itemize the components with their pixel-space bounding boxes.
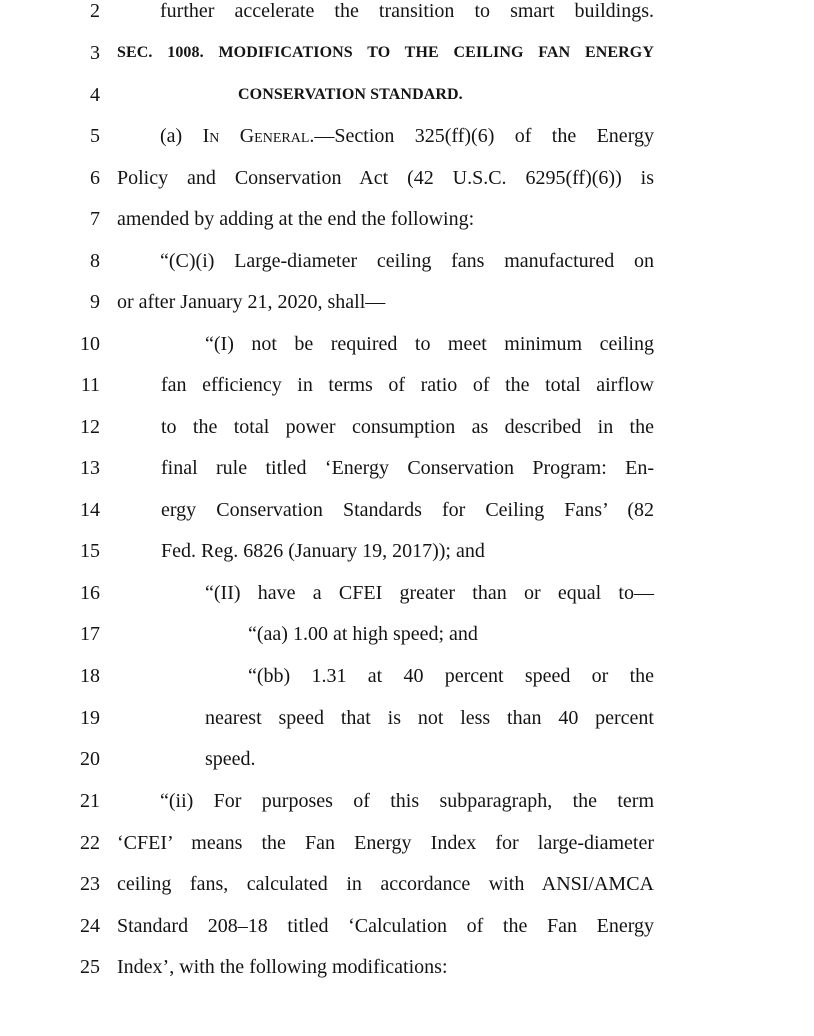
line-text: nearest speed that is not less than 40 percent xyxy=(205,707,654,729)
subsection-label: (a) xyxy=(160,125,203,147)
text-line xyxy=(0,163,814,193)
line-text: ‘CFEI’ means the Fan Energy Index for large-diameter xyxy=(117,832,654,854)
line-text: “(aa) 1.00 at high speed; and xyxy=(248,623,478,645)
text-line xyxy=(0,952,814,982)
text-line xyxy=(0,619,814,649)
text-line xyxy=(0,0,814,26)
line-text-rest: .—Section 325(ff)(6) of the Energy xyxy=(309,125,654,147)
text-line xyxy=(0,121,814,151)
line-text: to the total power consumption as described in the xyxy=(161,416,654,438)
text-line xyxy=(0,453,814,483)
text-line xyxy=(0,578,814,608)
section-heading-continued: CONSERVATION STANDARD. xyxy=(238,86,463,103)
text-line xyxy=(0,703,814,733)
line-number: 8 xyxy=(90,250,100,272)
section-heading-line xyxy=(0,38,814,68)
line-number: 6 xyxy=(90,167,100,189)
line-text: “(ii) For purposes of this subparagraph, the term xyxy=(160,790,654,812)
text-line xyxy=(0,412,814,442)
line-text: fan efficiency in terms of ratio of the total airflow xyxy=(161,374,654,396)
line-number: 3 xyxy=(90,42,100,64)
line-number: 16 xyxy=(80,582,100,604)
subsection-heading: In General xyxy=(202,125,310,147)
text-line xyxy=(0,869,814,899)
line-number: 2 xyxy=(90,0,100,22)
line-number: 14 xyxy=(80,499,100,521)
text-line xyxy=(0,246,814,276)
line-number: 22 xyxy=(80,832,100,854)
line-number: 23 xyxy=(80,873,100,895)
line-number: 24 xyxy=(80,915,100,937)
line-text: “(II) have a CFEI greater than or equal to— xyxy=(205,582,654,604)
line-number: 18 xyxy=(80,665,100,687)
line-number: 9 xyxy=(90,291,100,313)
line-number: 25 xyxy=(80,956,100,978)
line-text: Standard 208–18 titled ‘Calculation of the Fan Energy xyxy=(117,915,654,937)
line-number: 10 xyxy=(80,333,100,355)
text-line xyxy=(0,204,814,234)
text-line xyxy=(0,786,814,816)
line-text: Policy and Conservation Act (42 U.S.C. 6295(ff)(6)) is xyxy=(117,167,654,189)
line-number: 19 xyxy=(80,707,100,729)
text-line xyxy=(0,828,814,858)
line-number: 12 xyxy=(80,416,100,438)
line-text: final rule titled ‘Energy Conservation Program: En- xyxy=(161,457,654,479)
line-text: speed. xyxy=(205,748,256,770)
line-text xyxy=(160,121,654,151)
line-text: ceiling fans, calculated in accordance with ANSI/AMCA xyxy=(117,873,654,895)
line-number: 21 xyxy=(80,790,100,812)
text-line xyxy=(0,495,814,525)
line-text: amended by adding at the end the following: xyxy=(117,208,475,230)
text-line xyxy=(0,370,814,400)
line-number: 13 xyxy=(80,457,100,479)
line-text: Fed. Reg. 6826 (January 19, 2017)); and xyxy=(161,540,485,562)
text-line xyxy=(0,536,814,566)
line-text: further accelerate the transition to smart buildings. xyxy=(160,0,654,22)
line-number: 17 xyxy=(80,623,100,645)
line-text: Index’, with the following modifications: xyxy=(117,956,448,978)
section-heading-line xyxy=(0,80,814,110)
line-number: 7 xyxy=(90,208,100,230)
line-number: 11 xyxy=(80,374,100,396)
line-text: “(C)(i) Large-diameter ceiling fans manufactured on xyxy=(160,250,654,272)
text-line xyxy=(0,911,814,941)
text-line xyxy=(0,744,814,774)
line-text: “(I) not be required to meet minimum ceiling xyxy=(205,333,654,355)
line-number: 4 xyxy=(90,84,100,106)
text-line xyxy=(0,329,814,359)
line-text: ergy Conservation Standards for Ceiling Fans’ (82 xyxy=(161,499,654,521)
line-number: 5 xyxy=(90,125,100,147)
line-text: “(bb) 1.31 at 40 percent speed or the xyxy=(248,665,654,687)
line-text: or after January 21, 2020, shall— xyxy=(117,291,386,313)
section-heading: SEC. 1008. MODIFICATIONS TO THE CEILING FAN ENERGY xyxy=(117,44,654,61)
text-line xyxy=(0,287,814,317)
line-number: 15 xyxy=(80,540,100,562)
text-line xyxy=(0,661,814,691)
line-number: 20 xyxy=(80,748,100,770)
